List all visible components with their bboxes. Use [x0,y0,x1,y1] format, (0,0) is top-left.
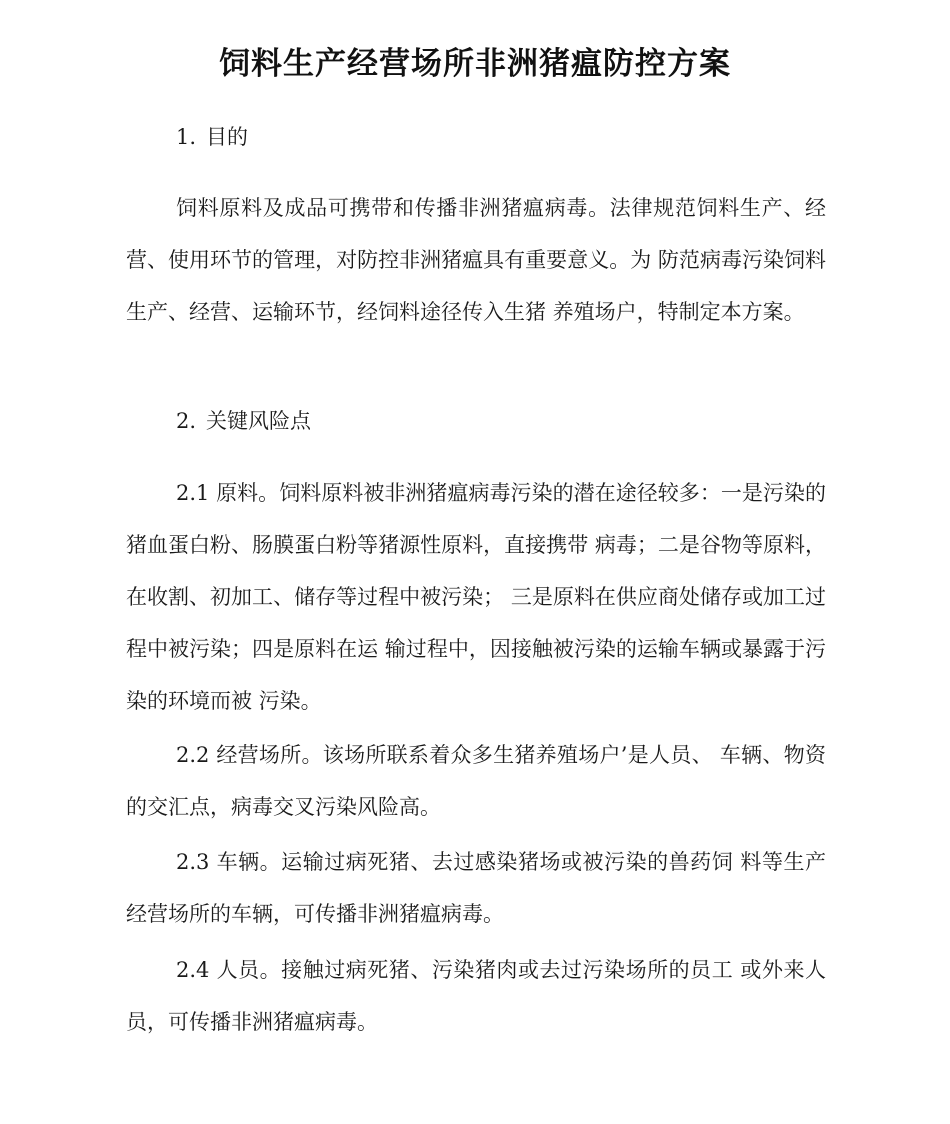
section-heading-purpose [176,117,248,157]
section-number: 2. [176,409,197,433]
section-heading-label: 关键风险点 [206,409,312,433]
document-title: 饲料生产经营场所非洲猪瘟防控方案 [219,46,731,82]
paragraph-vehicles: 2.3 车辆。运输过病死猪、去过感染猪场或被污染的兽药饲 料等生产经营场所的车辆，可传播非洲猪瘟病毒。 [126,850,826,926]
paragraph-business-premises: 2.2 经营场所。该场所联系着众多生猪养殖场户’是人员、 车辆、物资的交汇点，病毒交叉污染风险高。 [126,743,826,819]
section-heading-risk-points [176,401,311,441]
section-heading-label: 目的 [206,125,249,149]
paragraph-personnel: 2.4 人员。接触过病死猪、污染猪肉或去过污染场所的员工 或外来人员，可传播非洲猪瘟病毒。 [126,958,826,1034]
paragraph-raw-materials: 2.1 原料。饲料原料被非洲猪瘟病毒污染的潜在途径较多：一是污染的猪血蛋白粉、肠膜蛋白粉等猪源性原料，直接携带 病毒；二是谷物等原料，在收割、初加工、储存等过程中被污染； 三是原料在供应商处储存或加工过程中被污染；四是原料在运 输过程中，因接触被污染的运输车辆或暴露于污染的环境而被 污染。 [126,481,826,713]
paragraph-purpose: 饲料原料及成品可携带和传播非洲猪瘟病毒。法律规范饲料生产、经营、使用环节的管理，对防控非洲猪瘟具有重要意义。为 防范病毒污染饲料生产、经营、运输环节，经饲料途径传入生猪 养殖场户，特制定本方案。 [126,196,826,324]
section-number: 1. [176,125,197,149]
